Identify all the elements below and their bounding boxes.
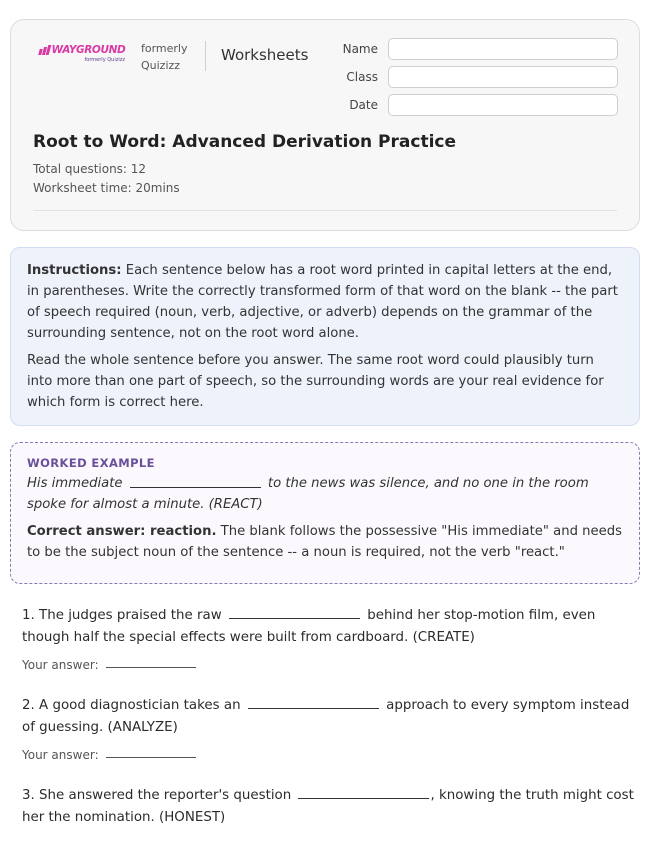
worked-example-sentence (27, 473, 623, 515)
question-3-start: 3. She answered the reporter's question (22, 788, 292, 803)
wayground-logo (39, 45, 127, 63)
instructions-text-1: Each sentence below has a root word printed in capital letters at the end, in parentheses. Write the correctly transformed form of that word on the blank -- the part of speech required (noun, verb, adjective, or adverb) depends on the grammar of the surrounding sentence, not on the root word alone. (27, 263, 618, 341)
quizizz-line: Quizizz (141, 59, 181, 72)
question-1-end: behind her stop-motion film, even though half the special effects were built from cardboard. (CREATE) (22, 608, 596, 645)
example-sentence-start: His immediate (27, 476, 123, 491)
instructions-box (10, 247, 640, 426)
question-3-end: , knowing the truth might cost her the nomination. (HONEST) (22, 788, 634, 825)
worksheets-label: Worksheets (221, 46, 309, 64)
question-2-start: 2. A good diagnostician takes an (22, 698, 241, 713)
instructions-lead: Instructions: (27, 263, 122, 278)
question-3-blank (298, 798, 429, 799)
question-1-answer-row (22, 658, 196, 672)
header-rule (33, 210, 617, 211)
example-blank (130, 487, 261, 488)
example-answer-explanation: The blank follows the possessive "His immediate" and needs to be the subject noun of the sentence -- a noun is required, not the verb "react." (27, 524, 622, 560)
instructions-paragraph-2: Read the whole sentence before you answer. The same root word could plausibly turn into more than one part of speech, so the surrounding words are your real evidence for which form is correct here. (27, 353, 604, 410)
question-1 (22, 605, 642, 649)
example-answer-label: Correct answer: reaction. (27, 524, 217, 539)
worksheet-time: Worksheet time: 20mins (33, 181, 180, 195)
header-divider (205, 41, 206, 71)
logo-subtext: formerly Quizizz (84, 57, 125, 63)
formerly-line: formerly (141, 42, 188, 55)
question-2-end: approach to every symptom instead of guessing. (ANALYZE) (22, 698, 630, 735)
formerly-quizizz-note (141, 40, 188, 74)
worked-example-answer (27, 521, 623, 563)
class-input[interactable] (388, 66, 618, 88)
your-answer-label: Your answer: (22, 658, 99, 672)
question-1-answer-field[interactable] (106, 667, 196, 668)
date-label: Date (349, 98, 378, 112)
worksheet-header-card (10, 19, 640, 231)
date-input[interactable] (388, 94, 618, 116)
question-2-blank (248, 708, 379, 709)
question-2-answer-field[interactable] (106, 757, 196, 758)
worksheet-title: Root to Word: Advanced Derivation Practice (33, 132, 456, 152)
name-label: Name (342, 42, 378, 56)
question-3 (22, 785, 642, 829)
class-label: Class (346, 70, 378, 84)
total-questions: Total questions: 12 (33, 162, 147, 176)
logo-bars-icon (39, 45, 50, 55)
name-input[interactable] (388, 38, 618, 60)
question-1-blank (229, 618, 360, 619)
example-sentence-end: to the news was silence, and no one in the room spoke for almost a minute. (REACT) (27, 476, 589, 512)
instructions-paragraph-1 (27, 260, 623, 344)
question-2 (22, 695, 642, 739)
worked-example-heading: WORKED EXAMPLE (27, 456, 155, 470)
worked-example-box (10, 442, 640, 584)
question-1-start: 1. The judges praised the raw (22, 608, 222, 623)
your-answer-label: Your answer: (22, 748, 99, 762)
logo-wordmark: WAYGROUND (51, 44, 126, 56)
question-2-answer-row (22, 748, 196, 762)
